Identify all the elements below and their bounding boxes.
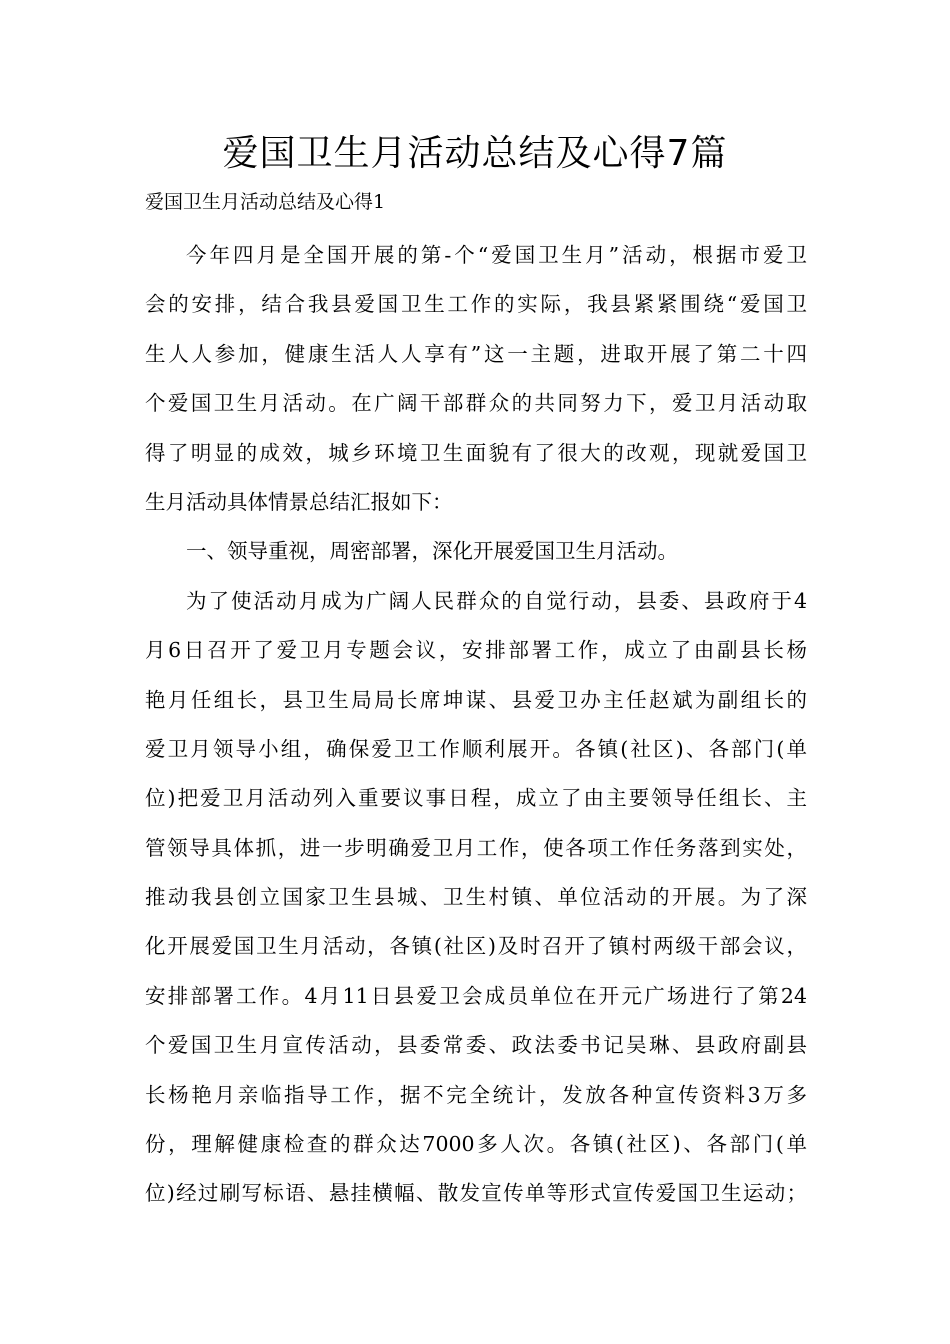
document-body [145,231,807,1219]
body-line: 位)把爱卫月活动列入重要议事日程，成立了由主要领导任组长、主 [145,786,807,811]
body-line: 长杨艳月亲临指导工作，据不完全统计，发放各种宣传资料3万多 [145,1082,807,1107]
body-line: 今年四月是全国开展的第-个“爱国卫生月”活动，根据市爱卫 [186,243,807,267]
body-line: 一、领导重视，周密部署，深化开展爱国卫生月活动。 [186,539,678,564]
body-line: 会的安排，结合我县爱国卫生工作的实际，我县紧紧围绕“爱国卫 [145,292,807,317]
section-subtitle: 爱国卫生月活动总结及心得1 [145,191,386,213]
body-line: 安排部署工作。4月11日县爱卫会成员单位在开元广场进行了第24 [145,983,807,1008]
body-line: 推动我县创立国家卫生县城、卫生村镇、单位活动的开展。为了深 [145,885,807,910]
body-line: 个爱国卫生月宣传活动，县委常委、政法委书记吴琳、县政府副县 [145,1033,807,1058]
body-line: 生人人参加，健康生活人人享有”这一主题，进取开展了第二十四 [145,341,807,366]
body-line: 爱卫月领导小组，确保爱卫工作顺利展开。各镇(社区)、各部门(单 [145,736,807,761]
body-line: 管领导具体抓，进一步明确爱卫月工作，使各项工作任务落到实处， [145,835,807,860]
body-line: 个爱国卫生月活动。在广阔干部群众的共同努力下，爱卫月活动取 [145,391,807,416]
document-title: 爱国卫生月活动总结及心得7篇 [222,133,728,174]
body-line: 生月活动具体情景总结汇报如下： [145,489,453,514]
body-line: 月6日召开了爱卫月专题会议，安排部署工作，成立了由副县长杨 [145,638,807,663]
body-line: 艳月任组长，县卫生局局长席坤谋、县爱卫办主任赵斌为副组长的 [145,687,807,712]
body-line: 份，理解健康检查的群众达7000多人次。各镇(社区)、各部门(单 [145,1132,807,1157]
body-line: 位)经过刷写标语、悬挂横幅、散发宣传单等形式宣传爱国卫生运动； [145,1181,807,1206]
body-line: 化开展爱国卫生月活动，各镇(社区)及时召开了镇村两级干部会议， [145,934,807,959]
body-line: 得了明显的成效，城乡环境卫生面貌有了很大的改观，现就爱国卫 [145,440,807,465]
body-line: 为了使活动月成为广阔人民群众的自觉行动，县委、县政府于4 [186,588,807,613]
